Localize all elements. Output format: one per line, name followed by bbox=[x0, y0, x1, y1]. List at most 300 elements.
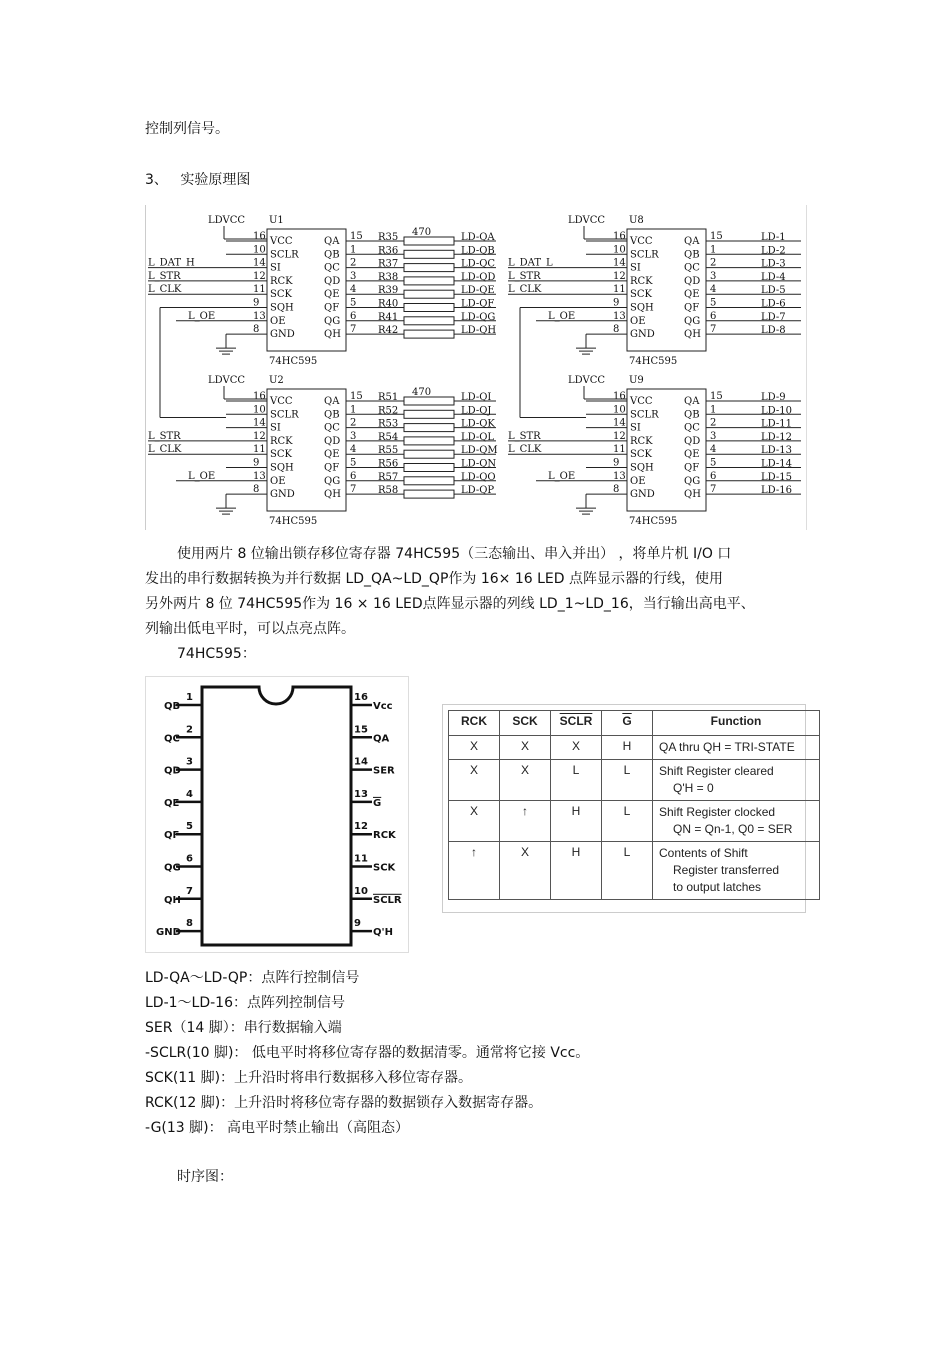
resistor-label: R42 bbox=[378, 325, 399, 337]
resistor-body bbox=[404, 450, 454, 458]
pin-number-right: 13 bbox=[354, 788, 368, 800]
output-label: LD-QN bbox=[461, 458, 497, 470]
cell-sclr: X bbox=[551, 736, 602, 760]
pin-name-right: QA bbox=[684, 236, 700, 247]
pin-num-left: 8 bbox=[253, 484, 260, 496]
pin-name-left: SCLR bbox=[270, 409, 299, 421]
pin-num-left: 13 bbox=[253, 310, 266, 322]
pin-num-left: 12 bbox=[253, 430, 266, 442]
pin-num-right: 15 bbox=[710, 231, 723, 242]
pin-num-left: 16 bbox=[613, 231, 626, 242]
pin-name-left: SCK bbox=[630, 449, 652, 461]
pin-name-left: SI bbox=[270, 422, 281, 434]
pin-name-left: RCK bbox=[630, 435, 653, 447]
pin-name-left: RCK bbox=[630, 275, 653, 287]
pin-number-right: 11 bbox=[354, 853, 368, 865]
oe-label: L_OE bbox=[188, 310, 216, 322]
col-g: $\overline{G}$ bbox=[602, 711, 653, 736]
pin-name-left: SCK bbox=[270, 449, 292, 461]
pin-num-left: 10 bbox=[613, 404, 626, 416]
pin-num-right: 2 bbox=[710, 257, 717, 269]
pin-name-left: GND bbox=[270, 329, 295, 341]
resistor-label: R55 bbox=[378, 445, 399, 457]
pin-number-left: 6 bbox=[186, 853, 193, 865]
para-line-1: 使用两片 8 位输出锁存移位寄存器 74HC595（三态输出、串入并出） ，将单片机 I/O 口 bbox=[177, 546, 732, 562]
pin-label-left: QD bbox=[164, 765, 181, 777]
output-label: LD-14 bbox=[761, 458, 792, 470]
output-label: LD-9 bbox=[761, 392, 786, 403]
output-label: LD-16 bbox=[761, 485, 792, 497]
output-label: LD-7 bbox=[761, 311, 786, 323]
output-label: LD-6 bbox=[761, 298, 786, 310]
function-line: QA thru QH = TRI-STATE bbox=[659, 740, 795, 754]
resistor-label: R38 bbox=[378, 271, 399, 283]
pin-num-right: 6 bbox=[710, 310, 717, 322]
cell-sclr: H bbox=[551, 801, 602, 842]
pin-name-right: QD bbox=[684, 435, 701, 447]
pin-name-right: QD bbox=[324, 435, 341, 447]
para-line-4: 列输出低电平时，可以点亮点阵。 bbox=[145, 621, 355, 637]
pinout-diagram bbox=[146, 677, 408, 952]
note-g: -G(13 脚)： 高电平时禁止输出（高阻态） bbox=[145, 1120, 410, 1136]
resistor-label: R41 bbox=[378, 311, 399, 323]
pin-label-right: RCK bbox=[373, 830, 396, 842]
chip-outline bbox=[202, 687, 351, 945]
cell-function bbox=[653, 842, 820, 900]
cell-function bbox=[653, 760, 820, 801]
pin-num-left: 9 bbox=[253, 457, 260, 469]
pin-num-right: 7 bbox=[710, 484, 717, 496]
output-label: LD-QI bbox=[461, 392, 492, 403]
pin-num-right: 6 bbox=[350, 310, 357, 322]
output-label: LD-1 bbox=[761, 232, 786, 243]
note-ser: SER（14 脚）：串行数据输入端 bbox=[145, 1020, 342, 1036]
output-label: LD-QA bbox=[461, 232, 495, 243]
cell-g: H bbox=[602, 736, 653, 760]
pin-name-right: QG bbox=[684, 475, 701, 487]
pin-name-left: SQH bbox=[630, 302, 654, 314]
timing-heading: 时序图： bbox=[177, 1169, 233, 1185]
resistor-label: R58 bbox=[378, 485, 399, 497]
resistor-label: R54 bbox=[378, 431, 399, 443]
resistor-body bbox=[404, 250, 454, 258]
col-sck: SCK bbox=[500, 711, 551, 736]
pin-name-left: SI bbox=[630, 422, 641, 434]
pin-name-left: GND bbox=[630, 329, 655, 341]
resistor-body bbox=[404, 264, 454, 272]
pin-num-right: 1 bbox=[710, 244, 717, 256]
chip-designator: U8 bbox=[629, 215, 644, 226]
input-label: L_STR bbox=[148, 430, 181, 442]
pin-num-left: 10 bbox=[253, 404, 266, 416]
chip-name: 74HC595 bbox=[269, 356, 318, 367]
function-line: Contents of Shift bbox=[659, 846, 748, 860]
section-title: 实验原理图 bbox=[180, 172, 251, 188]
pin-name-right: QE bbox=[324, 449, 340, 461]
pin-num-left: 9 bbox=[253, 297, 260, 309]
output-label: LD-8 bbox=[761, 325, 786, 337]
resistor-label: R37 bbox=[378, 258, 399, 270]
pin-num-right: 4 bbox=[710, 284, 717, 296]
pin-name-left: SCLR bbox=[270, 249, 299, 261]
pin-name-right: QC bbox=[324, 262, 340, 274]
resistor-label: R39 bbox=[378, 285, 399, 297]
table-row bbox=[449, 736, 820, 760]
pin-label-left: QF bbox=[164, 830, 180, 842]
cell-rck: ↑ bbox=[449, 842, 500, 900]
cell-g: L bbox=[602, 801, 653, 842]
pin-number-right: 12 bbox=[354, 821, 368, 833]
pin-num-left: 11 bbox=[253, 444, 266, 456]
input-label: L_CLK bbox=[148, 444, 182, 456]
supply-label: LDVCC bbox=[568, 215, 606, 226]
pin-num-left: 13 bbox=[253, 470, 266, 482]
schematic-diagram bbox=[146, 205, 806, 530]
pin-name-right: QA bbox=[684, 396, 700, 407]
pin-num-right: 4 bbox=[350, 444, 357, 456]
output-label: LD-4 bbox=[761, 271, 786, 283]
output-label: LD-13 bbox=[761, 445, 792, 457]
pin-num-right: 5 bbox=[710, 297, 717, 309]
cell-sck: X bbox=[500, 760, 551, 801]
pin-num-left: 16 bbox=[253, 231, 266, 242]
cell-g: L bbox=[602, 842, 653, 900]
chip-designator: U2 bbox=[269, 375, 284, 386]
pin-name-right: QG bbox=[324, 315, 341, 327]
pin-name-left: SQH bbox=[270, 462, 294, 474]
pin-name-left: RCK bbox=[270, 275, 293, 287]
pin-name-right: QE bbox=[684, 289, 700, 301]
cell-function bbox=[653, 736, 820, 760]
resistor-body bbox=[404, 490, 454, 498]
pin-name-left: RCK bbox=[270, 435, 293, 447]
resistor-value: 470 bbox=[412, 387, 432, 398]
resistor-body bbox=[404, 477, 454, 485]
output-label: LD-QL bbox=[461, 431, 495, 443]
pin-num-left: 8 bbox=[613, 324, 620, 336]
input-label: L_CLK bbox=[148, 284, 182, 296]
cell-sck: ↑ bbox=[500, 801, 551, 842]
output-label: LD-QH bbox=[461, 325, 497, 337]
pin-number-left: 1 bbox=[186, 692, 193, 703]
pin-name-right: QB bbox=[324, 249, 340, 261]
pin-name-right: QH bbox=[684, 489, 701, 501]
resistor-body bbox=[404, 304, 454, 312]
pin-num-right: 5 bbox=[350, 457, 357, 469]
pin-num-left: 11 bbox=[613, 444, 626, 456]
pin-label-left: GND bbox=[156, 927, 181, 939]
pin-number-left: 4 bbox=[186, 788, 193, 800]
pin-num-right: 2 bbox=[710, 417, 717, 429]
resistor-body bbox=[404, 410, 454, 418]
input-label: L_DAT_H bbox=[148, 257, 195, 269]
pin-name-right: QB bbox=[684, 409, 700, 421]
pin-name-right: QF bbox=[324, 302, 340, 314]
pin-name-right: QB bbox=[324, 409, 340, 421]
pin-num-right: 3 bbox=[710, 270, 717, 282]
output-label: LD-QM bbox=[461, 445, 498, 457]
function-line: QN = Qn-1, Q0 = SER bbox=[673, 822, 793, 836]
pin-label-left: QH bbox=[164, 894, 181, 906]
supply-label: LDVCC bbox=[208, 215, 246, 226]
note-sck: SCK(11 脚)：上升沿时将串行数据移入移位寄存器。 bbox=[145, 1070, 473, 1086]
pin-label-left: QB bbox=[164, 701, 181, 712]
pin-name-left: SCLR bbox=[630, 409, 659, 421]
pin-name-left: OE bbox=[270, 315, 286, 327]
pin-label-left: QG bbox=[164, 862, 181, 874]
pin-name-left: VCC bbox=[270, 236, 293, 247]
output-label: LD-QG bbox=[461, 311, 496, 323]
function-line: Q'H = 0 bbox=[673, 781, 714, 795]
pin-num-left: 12 bbox=[253, 270, 266, 282]
resistor-body bbox=[404, 464, 454, 472]
pin-num-right: 4 bbox=[710, 444, 717, 456]
output-label: LD-QP bbox=[461, 485, 495, 497]
pin-number-right: 10 bbox=[354, 885, 368, 897]
pin-num-right: 15 bbox=[710, 391, 723, 402]
input-label: L_STR bbox=[508, 270, 541, 282]
pin-name-left: SQH bbox=[630, 462, 654, 474]
pin-num-left: 12 bbox=[613, 430, 626, 442]
pin-name-left: SCK bbox=[270, 289, 292, 301]
pin-name-right: QA bbox=[324, 396, 340, 407]
pin-num-left: 9 bbox=[613, 457, 620, 469]
output-label: LD-QF bbox=[461, 298, 495, 310]
pin-name-right: QE bbox=[684, 449, 700, 461]
pin-name-left: OE bbox=[270, 475, 286, 487]
output-label: LD-12 bbox=[761, 431, 792, 443]
resistor-label: R57 bbox=[378, 471, 399, 483]
pin-name-right: QG bbox=[684, 315, 701, 327]
pin-num-left: 9 bbox=[613, 297, 620, 309]
pin-name-left: VCC bbox=[630, 396, 653, 407]
resistor-label: R36 bbox=[378, 245, 399, 257]
table-row bbox=[449, 760, 820, 801]
pin-name-right: QF bbox=[324, 462, 340, 474]
supply-label: LDVCC bbox=[208, 375, 246, 386]
resistor-value: 470 bbox=[412, 227, 432, 238]
pinout-figure bbox=[145, 676, 409, 953]
output-label: LD-QD bbox=[461, 271, 496, 283]
resistor-label: R52 bbox=[378, 405, 399, 417]
pin-num-right: 3 bbox=[710, 430, 717, 442]
pin-num-left: 14 bbox=[613, 257, 626, 269]
pin-num-left: 12 bbox=[613, 270, 626, 282]
pin-num-left: 14 bbox=[253, 417, 266, 429]
pin-num-right: 7 bbox=[350, 324, 357, 336]
pin-name-right: QC bbox=[684, 262, 700, 274]
pin-label-right: QA bbox=[373, 733, 390, 745]
resistor-body bbox=[404, 237, 454, 245]
oe-label: L_OE bbox=[188, 470, 216, 482]
resistor-label: R40 bbox=[378, 298, 399, 310]
pin-number-right: 16 bbox=[354, 692, 368, 703]
pin-name-right: QE bbox=[324, 289, 340, 301]
pin-name-left: VCC bbox=[270, 396, 293, 407]
pin-label-right: Q'H bbox=[373, 927, 393, 939]
pin-num-left: 14 bbox=[613, 417, 626, 429]
chip-designator: U1 bbox=[269, 215, 284, 226]
pin-num-left: 8 bbox=[253, 324, 260, 336]
output-label: LD-5 bbox=[761, 285, 786, 297]
pin-num-right: 3 bbox=[350, 270, 357, 282]
pin-num-left: 13 bbox=[613, 310, 626, 322]
output-label: LD-3 bbox=[761, 258, 786, 270]
pin-number-right: 14 bbox=[354, 756, 368, 768]
pin-num-left: 10 bbox=[253, 244, 266, 256]
input-label: L_CLK bbox=[508, 444, 542, 456]
table-row bbox=[449, 842, 820, 900]
pin-num-left: 11 bbox=[253, 284, 266, 296]
resistor-label: R35 bbox=[378, 232, 399, 243]
pin-number-left: 7 bbox=[186, 885, 193, 897]
pin-num-right: 1 bbox=[710, 404, 717, 416]
pin-num-left: 16 bbox=[253, 391, 266, 402]
resistor-body bbox=[404, 317, 454, 325]
pin-num-right: 4 bbox=[350, 284, 357, 296]
resistor-body bbox=[404, 290, 454, 298]
pin-name-right: QD bbox=[324, 275, 341, 287]
cell-g: L bbox=[602, 760, 653, 801]
chip-name: 74HC595 bbox=[629, 356, 678, 367]
pin-num-right: 6 bbox=[710, 470, 717, 482]
output-label: LD-QK bbox=[461, 418, 495, 430]
resistor-body bbox=[404, 424, 454, 432]
pin-label-right: SCLR bbox=[373, 894, 402, 906]
pin-name-left: VCC bbox=[630, 236, 653, 247]
pin-num-right: 7 bbox=[350, 484, 357, 496]
pin-num-right: 3 bbox=[350, 430, 357, 442]
pin-name-right: QB bbox=[684, 249, 700, 261]
pin-name-right: QC bbox=[684, 422, 700, 434]
function-line: Register transferred bbox=[673, 863, 780, 877]
resistor-body bbox=[404, 437, 454, 445]
pin-num-left: 14 bbox=[253, 257, 266, 269]
pin-num-left: 8 bbox=[613, 484, 620, 496]
pin-num-left: 13 bbox=[613, 470, 626, 482]
input-label: L_DAT_L bbox=[508, 257, 553, 269]
note-sclr: -SCLR(10 脚)： 低电平时将移位寄存器的数据清零。通常将它接 Vcc。 bbox=[145, 1045, 590, 1061]
pin-name-left: GND bbox=[630, 489, 655, 501]
pin-num-right: 7 bbox=[710, 324, 717, 336]
pin-num-right: 6 bbox=[350, 470, 357, 482]
pin-number-left: 3 bbox=[186, 756, 193, 768]
cell-sclr: L bbox=[551, 760, 602, 801]
pin-num-right: 5 bbox=[350, 297, 357, 309]
resistor-label: R56 bbox=[378, 458, 399, 470]
pin-number-left: 5 bbox=[186, 821, 193, 833]
cell-rck: X bbox=[449, 801, 500, 842]
pin-name-right: QC bbox=[324, 422, 340, 434]
note-rck: RCK(12 脚)：上升沿时将移位寄存器的数据锁存入数据寄存器。 bbox=[145, 1095, 543, 1111]
function-line: to output latches bbox=[673, 880, 762, 894]
output-label: LD-QB bbox=[461, 245, 495, 257]
function-table-header bbox=[449, 711, 820, 736]
para-line-2: 发出的串行数据转换为并行数据 LD_QA~LD_QP作为 16× 16 LED 点阵显示器的行线，使用 bbox=[145, 571, 723, 587]
pin-label-right: G bbox=[373, 797, 382, 809]
chip-designator: U9 bbox=[629, 375, 644, 386]
pin-name-right: QH bbox=[324, 329, 341, 341]
schematic-figure bbox=[145, 205, 807, 530]
oe-label: L_OE bbox=[548, 310, 576, 322]
pin-number-right: 9 bbox=[354, 918, 361, 930]
cell-sck: X bbox=[500, 842, 551, 900]
function-line: Shift Register cleared bbox=[659, 764, 774, 778]
input-label: L_STR bbox=[508, 430, 541, 442]
pin-label-left: QE bbox=[164, 797, 180, 809]
section-heading bbox=[145, 171, 250, 189]
pin-name-right: QH bbox=[324, 489, 341, 501]
chip-heading: 74HC595： bbox=[177, 646, 256, 662]
col-function: Function bbox=[653, 711, 820, 736]
pin-name-left: OE bbox=[630, 475, 646, 487]
output-label: LD-10 bbox=[761, 405, 792, 417]
pin-number-left: 8 bbox=[186, 918, 193, 930]
pin-name-right: QF bbox=[684, 462, 700, 474]
oe-label: L_OE bbox=[548, 470, 576, 482]
pin-num-left: 10 bbox=[613, 244, 626, 256]
pin-num-right: 2 bbox=[350, 417, 357, 429]
pin-name-right: QD bbox=[684, 275, 701, 287]
function-table bbox=[448, 710, 820, 900]
pin-number-right: 15 bbox=[354, 724, 368, 736]
pin-name-left: SQH bbox=[270, 302, 294, 314]
pin-number-left: 2 bbox=[186, 724, 193, 736]
resistor-body bbox=[404, 277, 454, 285]
pin-name-left: SI bbox=[270, 262, 281, 274]
pin-name-right: QF bbox=[684, 302, 700, 314]
pin-name-right: QH bbox=[684, 329, 701, 341]
pin-num-right: 15 bbox=[350, 231, 363, 242]
output-label: LD-2 bbox=[761, 245, 786, 257]
output-label: LD-QJ bbox=[461, 405, 492, 417]
col-rck: RCK bbox=[449, 711, 500, 736]
pin-name-left: SCLR bbox=[630, 249, 659, 261]
pin-label-right: SER bbox=[373, 765, 395, 777]
function-line: Shift Register clocked bbox=[659, 805, 776, 819]
input-label: L_CLK bbox=[508, 284, 542, 296]
pin-name-right: QG bbox=[324, 475, 341, 487]
input-label: L_STR bbox=[148, 270, 181, 282]
pin-num-right: 15 bbox=[350, 391, 363, 402]
output-label: LD-15 bbox=[761, 471, 792, 483]
para-line-3: 另外两片 8 位 74HC595作为 16 × 16 LED点阵显示器的列线 LD_1~LD_16，当行输出高电平、 bbox=[145, 596, 755, 612]
output-label: LD-QO bbox=[461, 471, 496, 483]
cell-sck: X bbox=[500, 736, 551, 760]
pin-num-right: 2 bbox=[350, 257, 357, 269]
note-ld-cols: LD-1～LD-16：点阵列控制信号 bbox=[145, 995, 345, 1011]
note-ld-rows: LD-QA～LD-QP：点阵行控制信号 bbox=[145, 970, 360, 986]
chip-name: 74HC595 bbox=[629, 516, 678, 527]
resistor-body bbox=[404, 397, 454, 405]
pin-num-left: 16 bbox=[613, 391, 626, 402]
pin-num-left: 11 bbox=[613, 284, 626, 296]
cell-sclr: H bbox=[551, 842, 602, 900]
table-row bbox=[449, 801, 820, 842]
col-sclr: SCLR bbox=[551, 711, 602, 736]
resistor-label: R51 bbox=[378, 392, 399, 403]
intro-line: 控制列信号。 bbox=[145, 121, 229, 137]
resistor-body bbox=[404, 330, 454, 338]
pin-num-right: 1 bbox=[350, 244, 357, 256]
supply-label: LDVCC bbox=[568, 375, 606, 386]
pin-name-left: GND bbox=[270, 489, 295, 501]
pin-name-left: OE bbox=[630, 315, 646, 327]
pin-name-left: SCK bbox=[630, 289, 652, 301]
pin-num-right: 5 bbox=[710, 457, 717, 469]
pin-num-right: 1 bbox=[350, 404, 357, 416]
section-number: 3、 bbox=[145, 172, 168, 188]
